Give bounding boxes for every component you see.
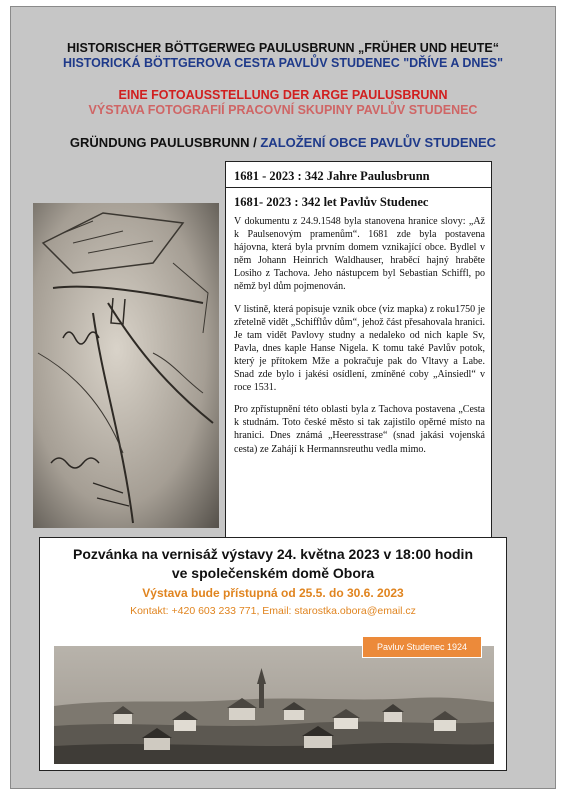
contact-info: Kontakt: +420 603 233 771, Email: starostka.obora@email.cz — [130, 605, 416, 617]
historic-map-sketch — [33, 203, 219, 528]
exhibition-title-german: EINE FOTOAUSSTELLUNG DER ARGE PAULUSBRUNN — [118, 88, 448, 102]
founding-heading-german: GRÜNDUNG PAULUSBRUNN / — [69, 135, 261, 150]
history-paragraph: V listině, která popisuje vznik obce (viz mapka) z roku1750 je zřetelně vidět „Schifflův dům“, jehož část přesahovala hranici. Je tam vidět Pavlovy studny a nedaleko od nich kaple Sv, Pavla, dnes kaple Hanse Nigela. K tomu také Pavlův potok, který je přítokem Mže a pokračuje pak do Vltavy a Labe. Snad zde bylo i jakési osídlení, zmíněné coby „Ainsiedl“ v roce 1531. — [234, 303, 485, 394]
history-paragraph: V dokumentu z 24.9.1548 byla stanovena hranice slovy: „Až k Paulsenovým pramenům“. 1681 zde byla postavena hájovna, která byla prvním domem vznikající obce. Bydlel v něm Johann Heinrich Waldhauser, hraběcí hajný hraběte Losiho z Tachova. Jeho nástupcem byl Sebastian Schiffl, po němž byl dům pojmenován. — [234, 216, 485, 293]
header-line-german: HISTORISCHER BÖTTGERWEG PAULUSBRUNN „FRÜHER UND HEUTE“ — [67, 41, 499, 55]
title-divider — [226, 187, 491, 188]
history-text-box — [225, 161, 492, 539]
village-photo-1924 — [54, 646, 494, 764]
founding-heading — [11, 135, 555, 150]
historic-map-photo — [33, 203, 219, 528]
photo-caption: Pavluv Studenec 1924 — [362, 636, 482, 658]
invitation-title — [40, 545, 506, 583]
poster-page — [10, 6, 556, 789]
anniversary-title-german: 1681 - 2023 : 342 Jahre Paulusbrunn — [234, 169, 430, 183]
invitation-title-line: ve společenském domě Obora — [171, 565, 375, 581]
anniversary-title-czech: 1681- 2023 : 342 let Pavlův Studenec — [234, 195, 429, 209]
village-panorama — [54, 646, 494, 764]
exhibition-dates: Výstava bude přístupná od 25.5. do 30.6. 2023 — [142, 586, 404, 600]
header-line-czech: HISTORICKÁ BÖTTGEROVA CESTA PAVLŮV STUDENEC "DŘÍVE A DNES" — [62, 56, 504, 70]
history-paragraph: Pro zpřístupnění této oblasti byla z Tachova postavena „Cesta k studnám. Toto české město si tak zajistilo opěrné místo na hranici. Dnes známá „Heeresstrase“ (snad jakási vojenská cesta) ze Zahájí k Hermannsreuthu vedla mimo. — [234, 404, 485, 455]
invitation-title-line: Pozvánka na vernisáž výstavy 24. května 2023 v 18:00 hodin — [73, 546, 473, 562]
founding-heading-czech: ZALOŽENÍ OBCE PAVLŮV STUDENEC — [260, 135, 497, 150]
history-body — [234, 215, 485, 465]
exhibition-title-czech: VÝSTAVA FOTOGRAFIÍ PRACOVNÍ SKUPINY PAVLŮV STUDENEC — [88, 103, 478, 117]
invitation-box — [39, 537, 507, 771]
